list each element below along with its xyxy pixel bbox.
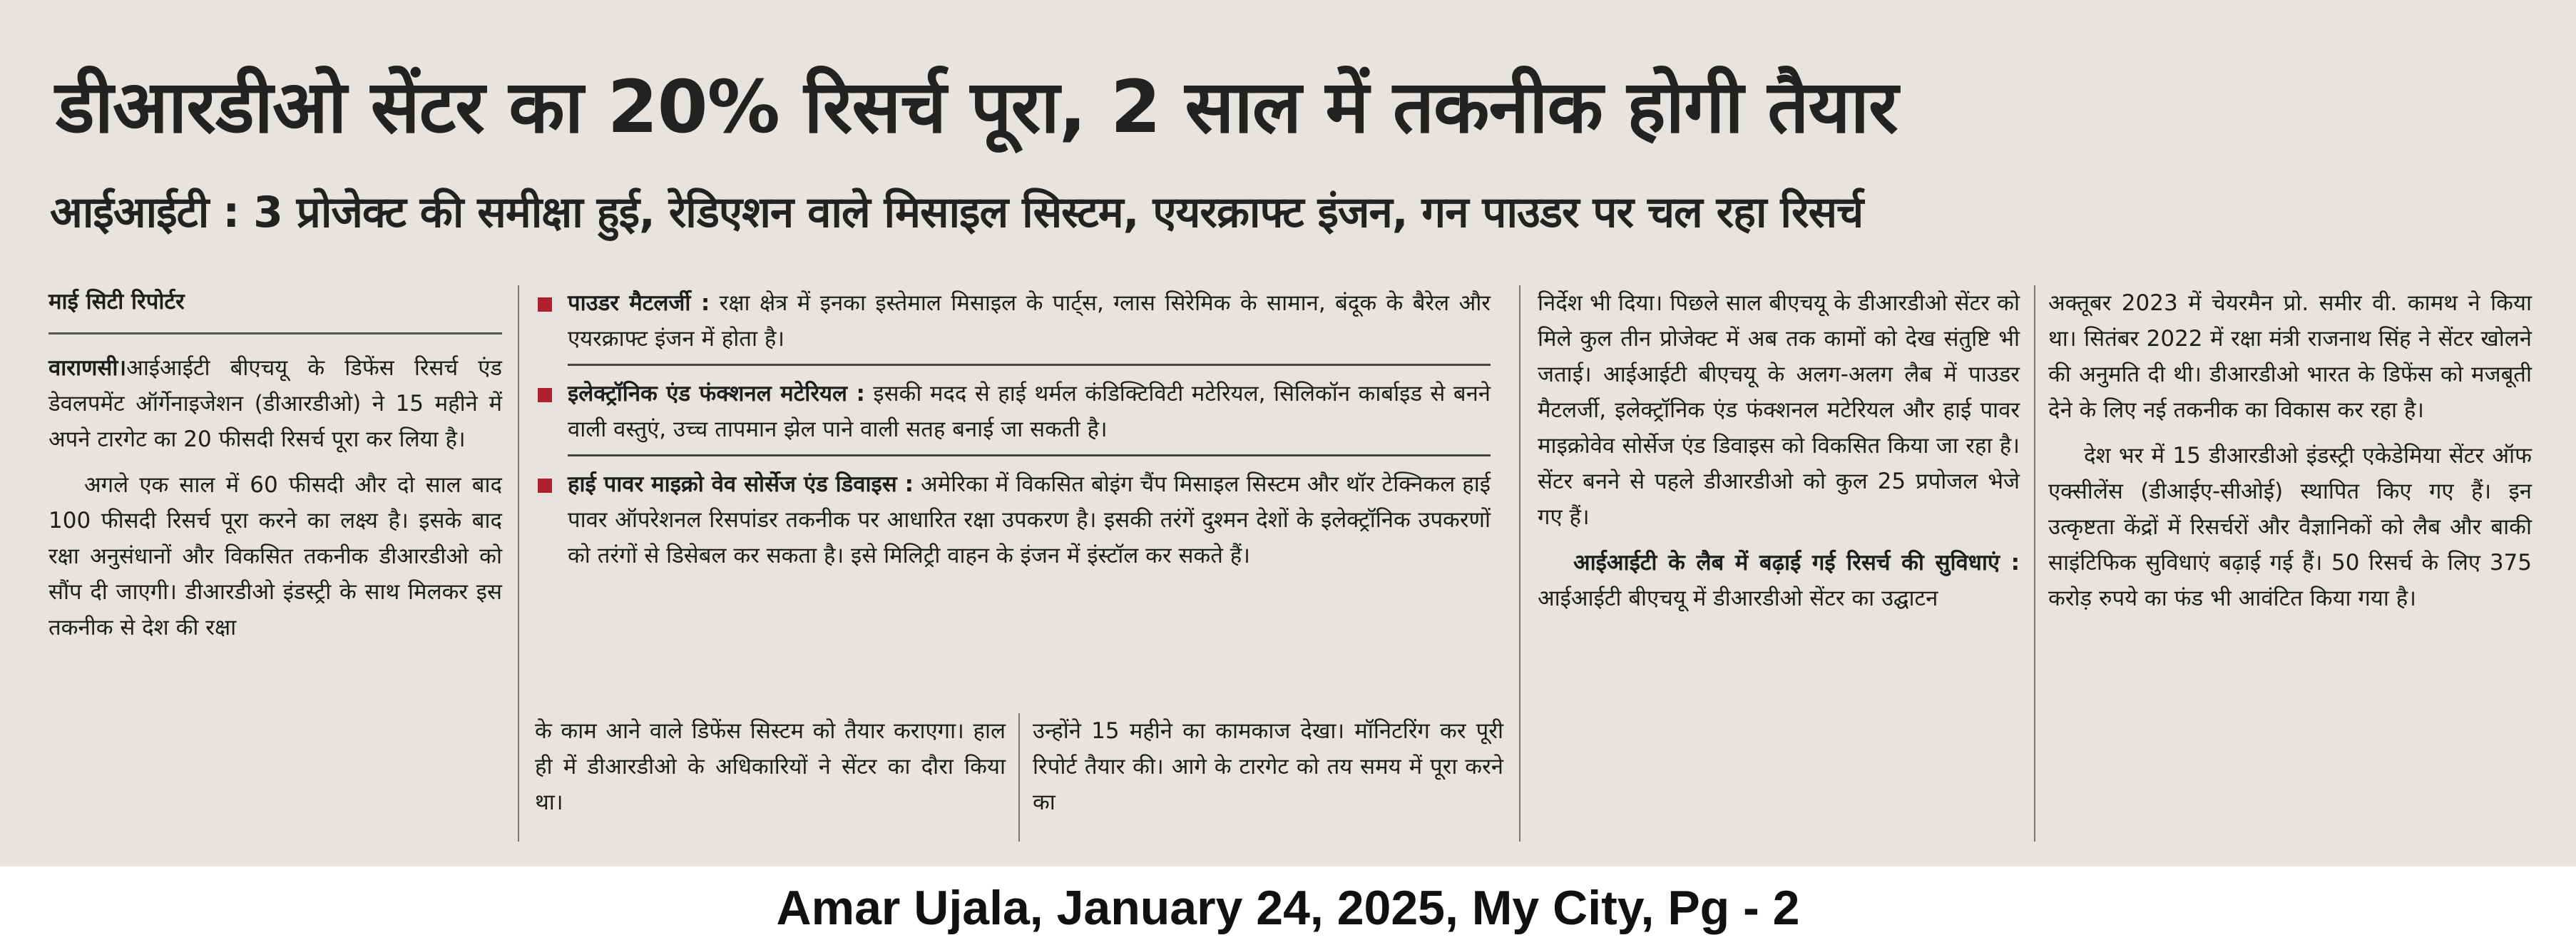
bullet-title: पाउडर मैटलर्जी :	[568, 290, 710, 316]
column-3	[1033, 713, 1503, 820]
section-text: आईआईटी बीएचयू में डीआरडीओ सेंटर का उद्घाटन	[1538, 586, 1938, 611]
highlights-box	[535, 285, 1491, 573]
dateline: वाराणसी।	[48, 355, 127, 381]
bullet-text: इसकी मदद से हाई थर्मल कंडिक्टिविटी मटेरियल, सिलिकॉन कार्बाइड से बनने वाली वस्तुएं, उच्च तापमान झेल पाने वाली सतह बनाई जा सकती है।	[568, 381, 1491, 442]
bullet-divider	[568, 454, 1491, 456]
bullet-item	[535, 285, 1491, 357]
column-divider	[2034, 285, 2035, 842]
column-5-paragraph-1: अक्तूबर 2023 में चेयरमैन प्रो. समीर वी. कामथ ने किया था। सितंबर 2022 में रक्षा मंत्री राजनाथ सिंह ने सेंटर खोलने की अनुमति दी थी। डीआरडीओ भारत के डिफेंस को मजबूती देने के लिए नई तकनीक का विकास कर रहा है।	[2048, 290, 2532, 423]
bullet-divider	[568, 364, 1491, 366]
column-divider	[1519, 285, 1520, 842]
headline: डीआरडीओ सेंटर का 20% रिसर्च पूरा, 2 साल में तकनीक होगी तैयार	[56, 65, 1898, 150]
byline: माई सिटी रिपोर्टर	[48, 284, 502, 334]
column-divider	[1018, 713, 1020, 842]
column-4	[1538, 285, 2020, 616]
lead-paragraph	[48, 350, 502, 457]
column-5	[2048, 285, 2532, 616]
bullet-title: इलेक्ट्रॉनिक एंड फंक्शनल मटेरियल :	[568, 381, 865, 407]
column-4-text: निर्देश भी दिया। पिछले साल बीएचयू के डीआरडीओ सेंटर को मिले कुल तीन प्रोजेक्ट में अब तक कामों को देख संतुष्टि भी जताई। आईआईटी बीएचयू के अलग-अलग लैब में पाउडर मैटलर्जी, इलेक्ट्रॉनिक एंड फंक्शनल मटेरियल और हाई पावर माइक्रोवेव सोर्सेज एंड डिवाइस को विकसित किया जा रहा है। सेंटर बनने से पहले डीआरडीओ को कुल 25 प्रपोजल भेजे गए हैं।	[1538, 290, 2020, 530]
column-4-section	[1538, 545, 2020, 616]
bullet-text: अमेरिका में विकसित बोइंग चैंप मिसाइल सिस्टम और थॉर टेक्निकल हाई पावर ऑपरेशनल रिसपांडर तकनीक पर आधारित रक्षा उपकरण है। इसकी तरंगें दुश्मन देशों के इलेक्ट्रॉनिक उपकरणों को तरंगों से डिसेबल कर सकता है। इसे मिलिट्री वाहन के इंजन में इंस्टॉल कर सकते हैं।	[568, 471, 1491, 568]
bullet-text: रक्षा क्षेत्र में इनका इस्तेमाल मिसाइल के पार्ट्स, ग्लास सिरेमिक के सामान, बंदूक के बैरेल और एयरक्राफ्ट इंजन में होता है।	[568, 290, 1491, 352]
column-5-paragraph-2: देश भर में 15 डीआरडीओ इंडस्ट्री एकेडेमिया सेंटर ऑफ एक्सीलेंस (डीआईए-सीओई) स्थापित किए गए हैं। इन उत्कृष्टता केंद्रों में रिसर्चरों और वैज्ञानिकों को लैब और बाकी साइंटिफिक सुविधाएं बढ़ाई गई हैं। 50 रिसर्च के लिए 375 करोड़ रुपये का फंड भी आवंटित किया गया है।	[2048, 443, 2532, 611]
column-3-text: उन्होंने 15 महीने का कामकाज देखा। मॉनिटरिंग कर पूरी रिपोर्ट तैयार की। आगे के टारगेट को तय समय में पूरा करने का	[1033, 718, 1503, 815]
source-caption: Amar Ujala, January 24, 2025, My City, Pg - 2	[776, 881, 1800, 935]
column-2	[535, 713, 1006, 820]
bullet-item	[535, 466, 1491, 573]
bullet-title: हाई पावर माइक्रो वेव सोर्सेज एंड डिवाइस :	[568, 471, 914, 497]
subheadline: आईआईटी : 3 प्रोजेक्ट की समीक्षा हुई, रेडिएशन वाले मिसाइल सिस्टम, एयरक्राफ्ट इंजन, गन पाउडर पर चल रहा रिसर्च	[50, 188, 1864, 238]
bullet-item	[535, 376, 1491, 447]
column-divider	[518, 285, 519, 842]
section-subhead: आईआईटी के लैब में बढ़ाई गई रिसर्च की सुविधाएं :	[1573, 550, 2020, 576]
column-1	[48, 284, 502, 645]
column-2-text: के काम आने वाले डिफेंस सिस्टम को तैयार कराएगा। हाल ही में डीआरडीओ के अधिकारियों ने सेंटर का दौरा किया था।	[535, 718, 1006, 815]
paragraph-2: अगले एक साल में 60 फीसदी और दो साल बाद 100 फीसदी रिसर्च पूरा करने का लक्ष्य है। इसके बाद रक्षा अनुसंधानों और विकसित तकनीक डीआरडीओ को सौंप दी जाएगी। डीआरडीओ इंडस्ट्री के साथ मिलकर इस तकनीक से देश की रक्षा	[48, 472, 502, 640]
lead-text: आईआईटी बीएचयू के डिफेंस रिसर्च एंड डेवलपमेंट ऑर्गेनाइजेशन (डीआरडीओ) ने 15 महीने में अपने टारगेट का 20 फीसदी रिसर्च पूरा कर लिया है।	[48, 355, 502, 452]
